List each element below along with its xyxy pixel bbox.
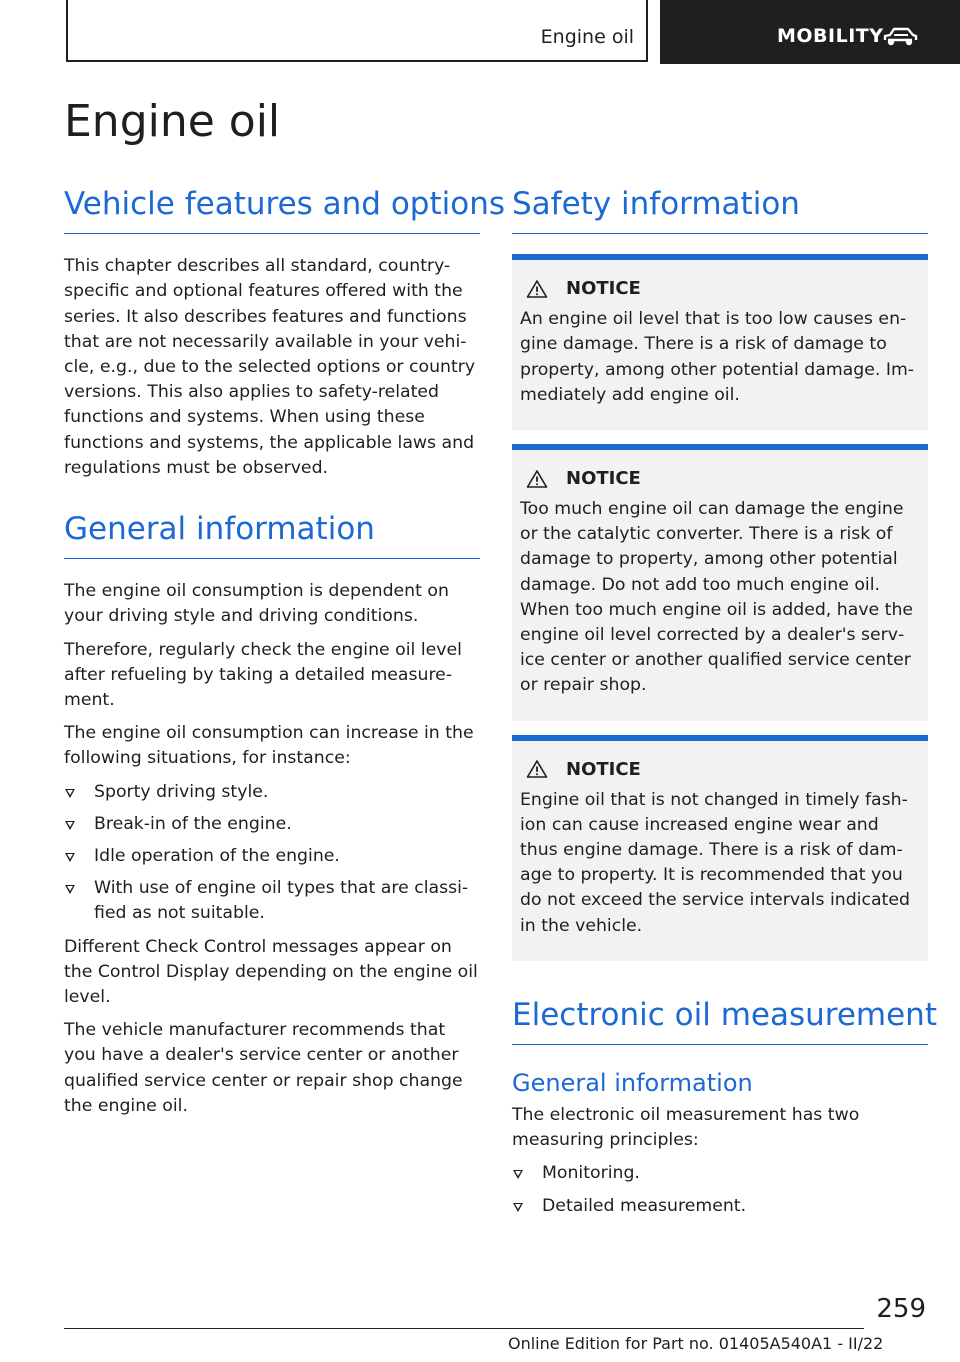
consumption-list — [64, 780, 480, 927]
car-icon — [882, 26, 918, 48]
list-item: Sporty driving style. — [64, 780, 480, 805]
header-section-box — [66, 0, 648, 62]
right-column — [512, 186, 937, 1227]
header-section-title: Engine oil — [540, 26, 634, 48]
notice-label: NOTICE — [566, 278, 641, 300]
general-paragraph-4: Different Check Control messages appear on the Control Display depending on the engine oil level. — [64, 936, 478, 1008]
page-number: 259 — [876, 1294, 926, 1324]
list-item: Detailed measurement. — [512, 1194, 928, 1219]
notice-text: An engine oil level that is too low causes engine damage. There is a risk of damage to property, among other potential damage. Immediately add engine oil. — [520, 309, 915, 405]
general-paragraph-3: The engine oil consumption can increase in the following situations, for instance: — [64, 723, 474, 769]
footer-divider — [64, 1328, 864, 1329]
bullet-triangle-icon — [65, 853, 75, 862]
measuring-principles-list — [512, 1161, 928, 1218]
list-item: With use of engine oil types that are classified as not suitable. — [64, 876, 480, 926]
footer-edition: Online Edition for Part no. 01405A540A1 - II/22 — [508, 1334, 884, 1353]
warning-triangle-icon — [526, 279, 548, 299]
list-item: Break-in of the engine. — [64, 812, 480, 837]
general-paragraph-2: Therefore, regularly check the engine oil level after refueling by taking a detailed measurement. — [64, 639, 462, 711]
notice-box — [512, 444, 928, 721]
notice-box — [512, 254, 928, 430]
features-paragraph: This chapter describes all standard, country-specific and optional features offered with the series. It also describes features and functions that are not necessarily available in your vehicle, e.g., due to the selected options or country versions. This also applies to safety-related functions and systems. When using these functions and systems, the applicable laws and regulations must be observed. — [64, 256, 476, 478]
notice-text: Too much engine oil can damage the engine or the catalytic converter. There is a risk of damage to property, among other potential damage. Do not add too much engine oil. When too much engine oil is added, have the engine oil level corrected by a dealer's service center or another qualified service center or repair shop. — [520, 499, 914, 696]
bullet-triangle-icon — [65, 885, 75, 894]
header-chapter-tab — [660, 0, 960, 64]
general-paragraph-1: The engine oil consumption is dependent on your driving style and driving conditions. — [64, 581, 449, 627]
warning-triangle-icon — [526, 759, 548, 779]
warning-triangle-icon — [526, 469, 548, 489]
page-header — [66, 0, 960, 66]
heading-vehicle-features: Vehicle features and options — [64, 186, 480, 234]
notice-text: Engine oil that is not changed in timely fashion can cause increased engine wear and thus engine damage. There is a risk of damage to property. It is recommended that you do not exceed the service intervals indicated in the vehicle. — [520, 789, 910, 936]
bullet-triangle-icon — [65, 821, 75, 830]
bullet-triangle-icon — [513, 1170, 523, 1179]
heading-safety-information: Safety information — [512, 186, 928, 234]
subheading-general-information: General information — [512, 1069, 753, 1098]
left-column — [64, 186, 505, 1127]
notice-label: NOTICE — [566, 468, 641, 489]
list-item: Monitoring. — [512, 1161, 928, 1186]
notice-box — [512, 735, 928, 961]
bullet-triangle-icon — [65, 789, 75, 798]
notice-label: NOTICE — [566, 758, 641, 780]
chapter-title: Engine oil — [64, 96, 281, 147]
heading-electronic-oil-measurement: Electronic oil measurement — [512, 997, 928, 1045]
electronic-paragraph: The electronic oil measurement has two measuring principles: — [512, 1105, 860, 1151]
list-item: Idle operation of the engine. — [64, 844, 480, 869]
general-paragraph-5: The vehicle manufacturer recommends that you have a dealer's service center or another qualified service center or repair shop change the engine oil. — [64, 1020, 463, 1116]
heading-general-information: General information — [64, 511, 480, 559]
bullet-triangle-icon — [513, 1203, 523, 1212]
header-chapter-label: MOBILITY — [777, 25, 884, 47]
